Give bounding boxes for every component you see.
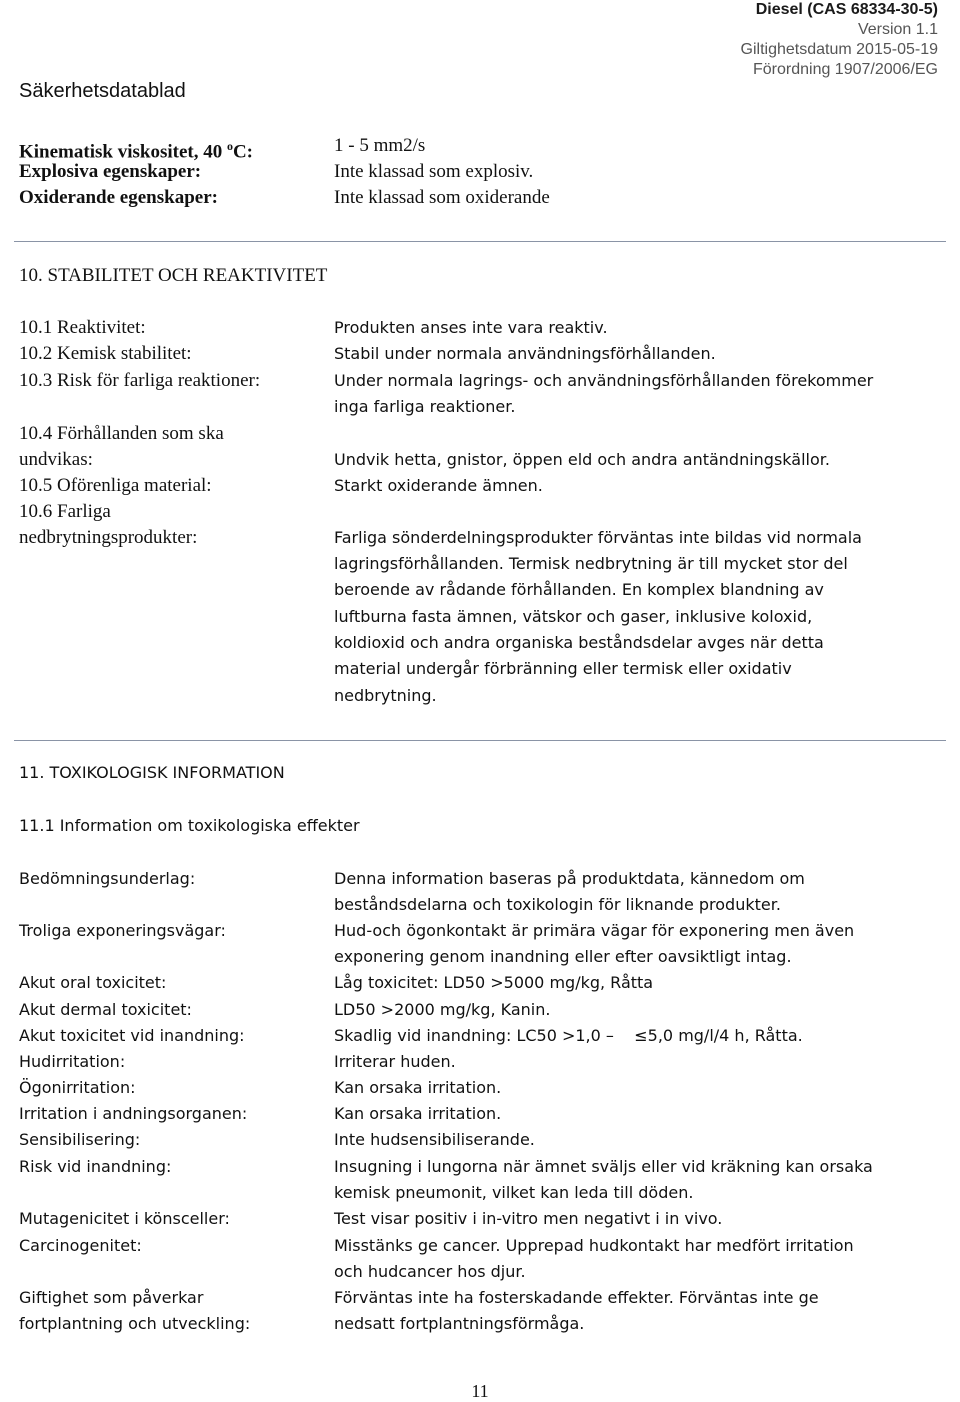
s10-label-decomposition-l1: 10.6 Farliga	[19, 501, 111, 522]
s11-label-oral: Akut oral toxicitet:	[19, 973, 167, 992]
version: Version 1.1	[857, 21, 938, 38]
s11-value-reproductive-l1: Förväntas inte ha fosterskadande effekter. Förväntas inte ge	[334, 1288, 819, 1307]
s11-label-dermal: Akut dermal toxicitet:	[19, 1000, 192, 1019]
s10-value-decomposition-l4: luftburna fasta ämnen, vätskor och gaser, inklusive koloxid,	[334, 607, 813, 626]
s10-value-incompatible: Starkt oxiderande ämnen.	[334, 476, 543, 495]
s10-label-stability: 10.2 Kemisk stabilitet:	[19, 343, 192, 364]
section-11-heading: 11. TOXIKOLOGISK INFORMATION	[19, 763, 285, 782]
s11-label-basis: Bedömningsunderlag:	[19, 869, 196, 888]
s11-label-inhalation: Akut toxicitet vid inandning:	[19, 1026, 245, 1045]
s10-value-decomposition-l3: beroende av rådande förhållanden. En komplex blandning av	[334, 580, 824, 599]
s10-value-decomposition-l1: Farliga sönderdelningsprodukter förväntas inte bildas vid normala	[334, 528, 862, 547]
s11-value-eye: Kan orsaka irritation.	[334, 1078, 502, 1097]
s10-label-decomposition-l2: nedbrytningsprodukter:	[19, 527, 198, 548]
prop-label-oxidizing: Oxiderande egenskaper:	[19, 187, 218, 208]
prop-label-viscosity: Kinematisk viskositet, 40 $^o$C:	[19, 139, 254, 163]
s11-value-exposure-l1: Hud-och ögonkontakt är primära vägar för exponering men även	[334, 921, 855, 940]
s11-value-inhalation: Skadlig vid inandning: LC50 >1,0 – ≤5,0 mg/l/4 h, Råtta.	[334, 1026, 803, 1045]
valid-date: Giltighetsdatum 2015-05-19	[740, 41, 938, 58]
s10-value-decomposition-l7: nedbrytning.	[334, 686, 437, 705]
s11-label-eye: Ögonirritation:	[19, 1078, 136, 1097]
s11-value-dermal: LD50 >2000 mg/kg, Kanin.	[334, 1000, 551, 1019]
s10-value-stability: Stabil under normala användningsförhållanden.	[334, 344, 716, 363]
page-number: 11	[471, 1381, 489, 1401]
s11-value-sensitization: Inte hudsensibiliserande.	[334, 1130, 535, 1149]
s11-value-mutagenicity: Test visar positiv i in-vitro men negativt i in vivo.	[334, 1209, 723, 1228]
s10-label-hazardous-reactions: 10.3 Risk för farliga reaktioner:	[19, 370, 261, 391]
s11-label-aspiration: Risk vid inandning:	[19, 1157, 172, 1176]
s10-value-hazardous-reactions-l2: inga farliga reaktioner.	[334, 397, 516, 416]
s10-label-reactivity: 10.1 Reaktivitet:	[19, 317, 146, 338]
s11-label-skin: Hudirritation:	[19, 1052, 126, 1071]
s11-label-mutagenicity: Mutagenicitet i könsceller:	[19, 1209, 230, 1228]
s10-label-incompatible: 10.5 Oförenliga material:	[19, 475, 212, 496]
s11-value-skin: Irriterar huden.	[334, 1052, 456, 1071]
s10-label-conditions-l2: undvikas:	[19, 449, 93, 470]
s11-value-basis-l1: Denna information baseras på produktdata, kännedom om	[334, 869, 805, 888]
s10-value-reactivity: Produkten anses inte vara reaktiv.	[334, 318, 608, 337]
s10-value-conditions: Undvik hetta, gnistor, öppen eld och andra antändningskällor.	[334, 450, 830, 469]
product-name: Diesel (CAS 68334-30-5)	[755, 1, 938, 18]
s11-value-reproductive-l2: nedsatt fortplantningsförmåga.	[334, 1314, 585, 1333]
s11-label-reproductive-l2: fortplantning och utveckling:	[19, 1314, 251, 1333]
s11-value-respiratory: Kan orsaka irritation.	[334, 1104, 502, 1123]
s11-label-sensitization: Sensibilisering:	[19, 1130, 141, 1149]
prop-value-oxidizing: Inte klassad som oxiderande	[334, 187, 550, 208]
s11-value-carcinogenicity-l2: och hudcancer hos djur.	[334, 1262, 526, 1281]
s10-value-decomposition-l6: material undergår förbränning eller termisk eller oxidativ	[334, 659, 792, 678]
section-10-heading: 10. STABILITET OCH REAKTIVITET	[19, 265, 328, 286]
s10-value-hazardous-reactions-l1: Under normala lagrings- och användningsförhållanden förekommer	[334, 371, 874, 390]
prop-label-explosive: Explosiva egenskaper:	[19, 161, 202, 182]
s11-label-exposure: Troliga exponeringsvägar:	[19, 921, 226, 940]
prop-value-viscosity: 1 - 5 mm2/s	[334, 135, 426, 156]
s11-label-respiratory: Irritation i andningsorganen:	[19, 1104, 248, 1123]
s10-label-conditions-l1: 10.4 Förhållanden som ska	[19, 423, 224, 444]
regulation: Förordning 1907/2006/EG	[752, 61, 938, 78]
section-divider	[14, 740, 946, 741]
s11-label-carcinogenicity: Carcinogenitet:	[19, 1236, 142, 1255]
s11-value-aspiration-l1: Insugning i lungorna när ämnet sväljs eller vid kräkning kan orsaka	[334, 1157, 873, 1176]
s11-value-oral: Låg toxicitet: LD50 >5000 mg/kg, Råtta	[334, 973, 654, 992]
s11-value-basis-l2: beståndsdelarna och toxikologin för liknande produkter.	[334, 895, 781, 914]
document-header	[741, 0, 938, 80]
s11-label-reproductive-l1: Giftighet som påverkar	[19, 1288, 204, 1307]
section-divider	[14, 241, 946, 242]
doc-title: Säkerhetsdatablad	[19, 80, 186, 102]
s11-value-aspiration-l2: kemisk pneumonit, vilket kan leda till döden.	[334, 1183, 694, 1202]
s11-value-carcinogenicity-l1: Misstänks ge cancer. Upprepad hudkontakt har medfört irritation	[334, 1236, 854, 1255]
s11-value-exposure-l2: exponering genom inandning eller efter oavsiktligt intag.	[334, 947, 792, 966]
s10-value-decomposition-l5: koldioxid och andra organiska beståndsdelar avges när detta	[334, 633, 824, 652]
s10-value-decomposition-l2: lagringsförhållanden. Termisk nedbrytning är till mycket stor del	[334, 554, 848, 573]
section-11-subheading: 11.1 Information om toxikologiska effekter	[19, 816, 360, 835]
prop-value-explosive: Inte klassad som explosiv.	[334, 161, 534, 182]
